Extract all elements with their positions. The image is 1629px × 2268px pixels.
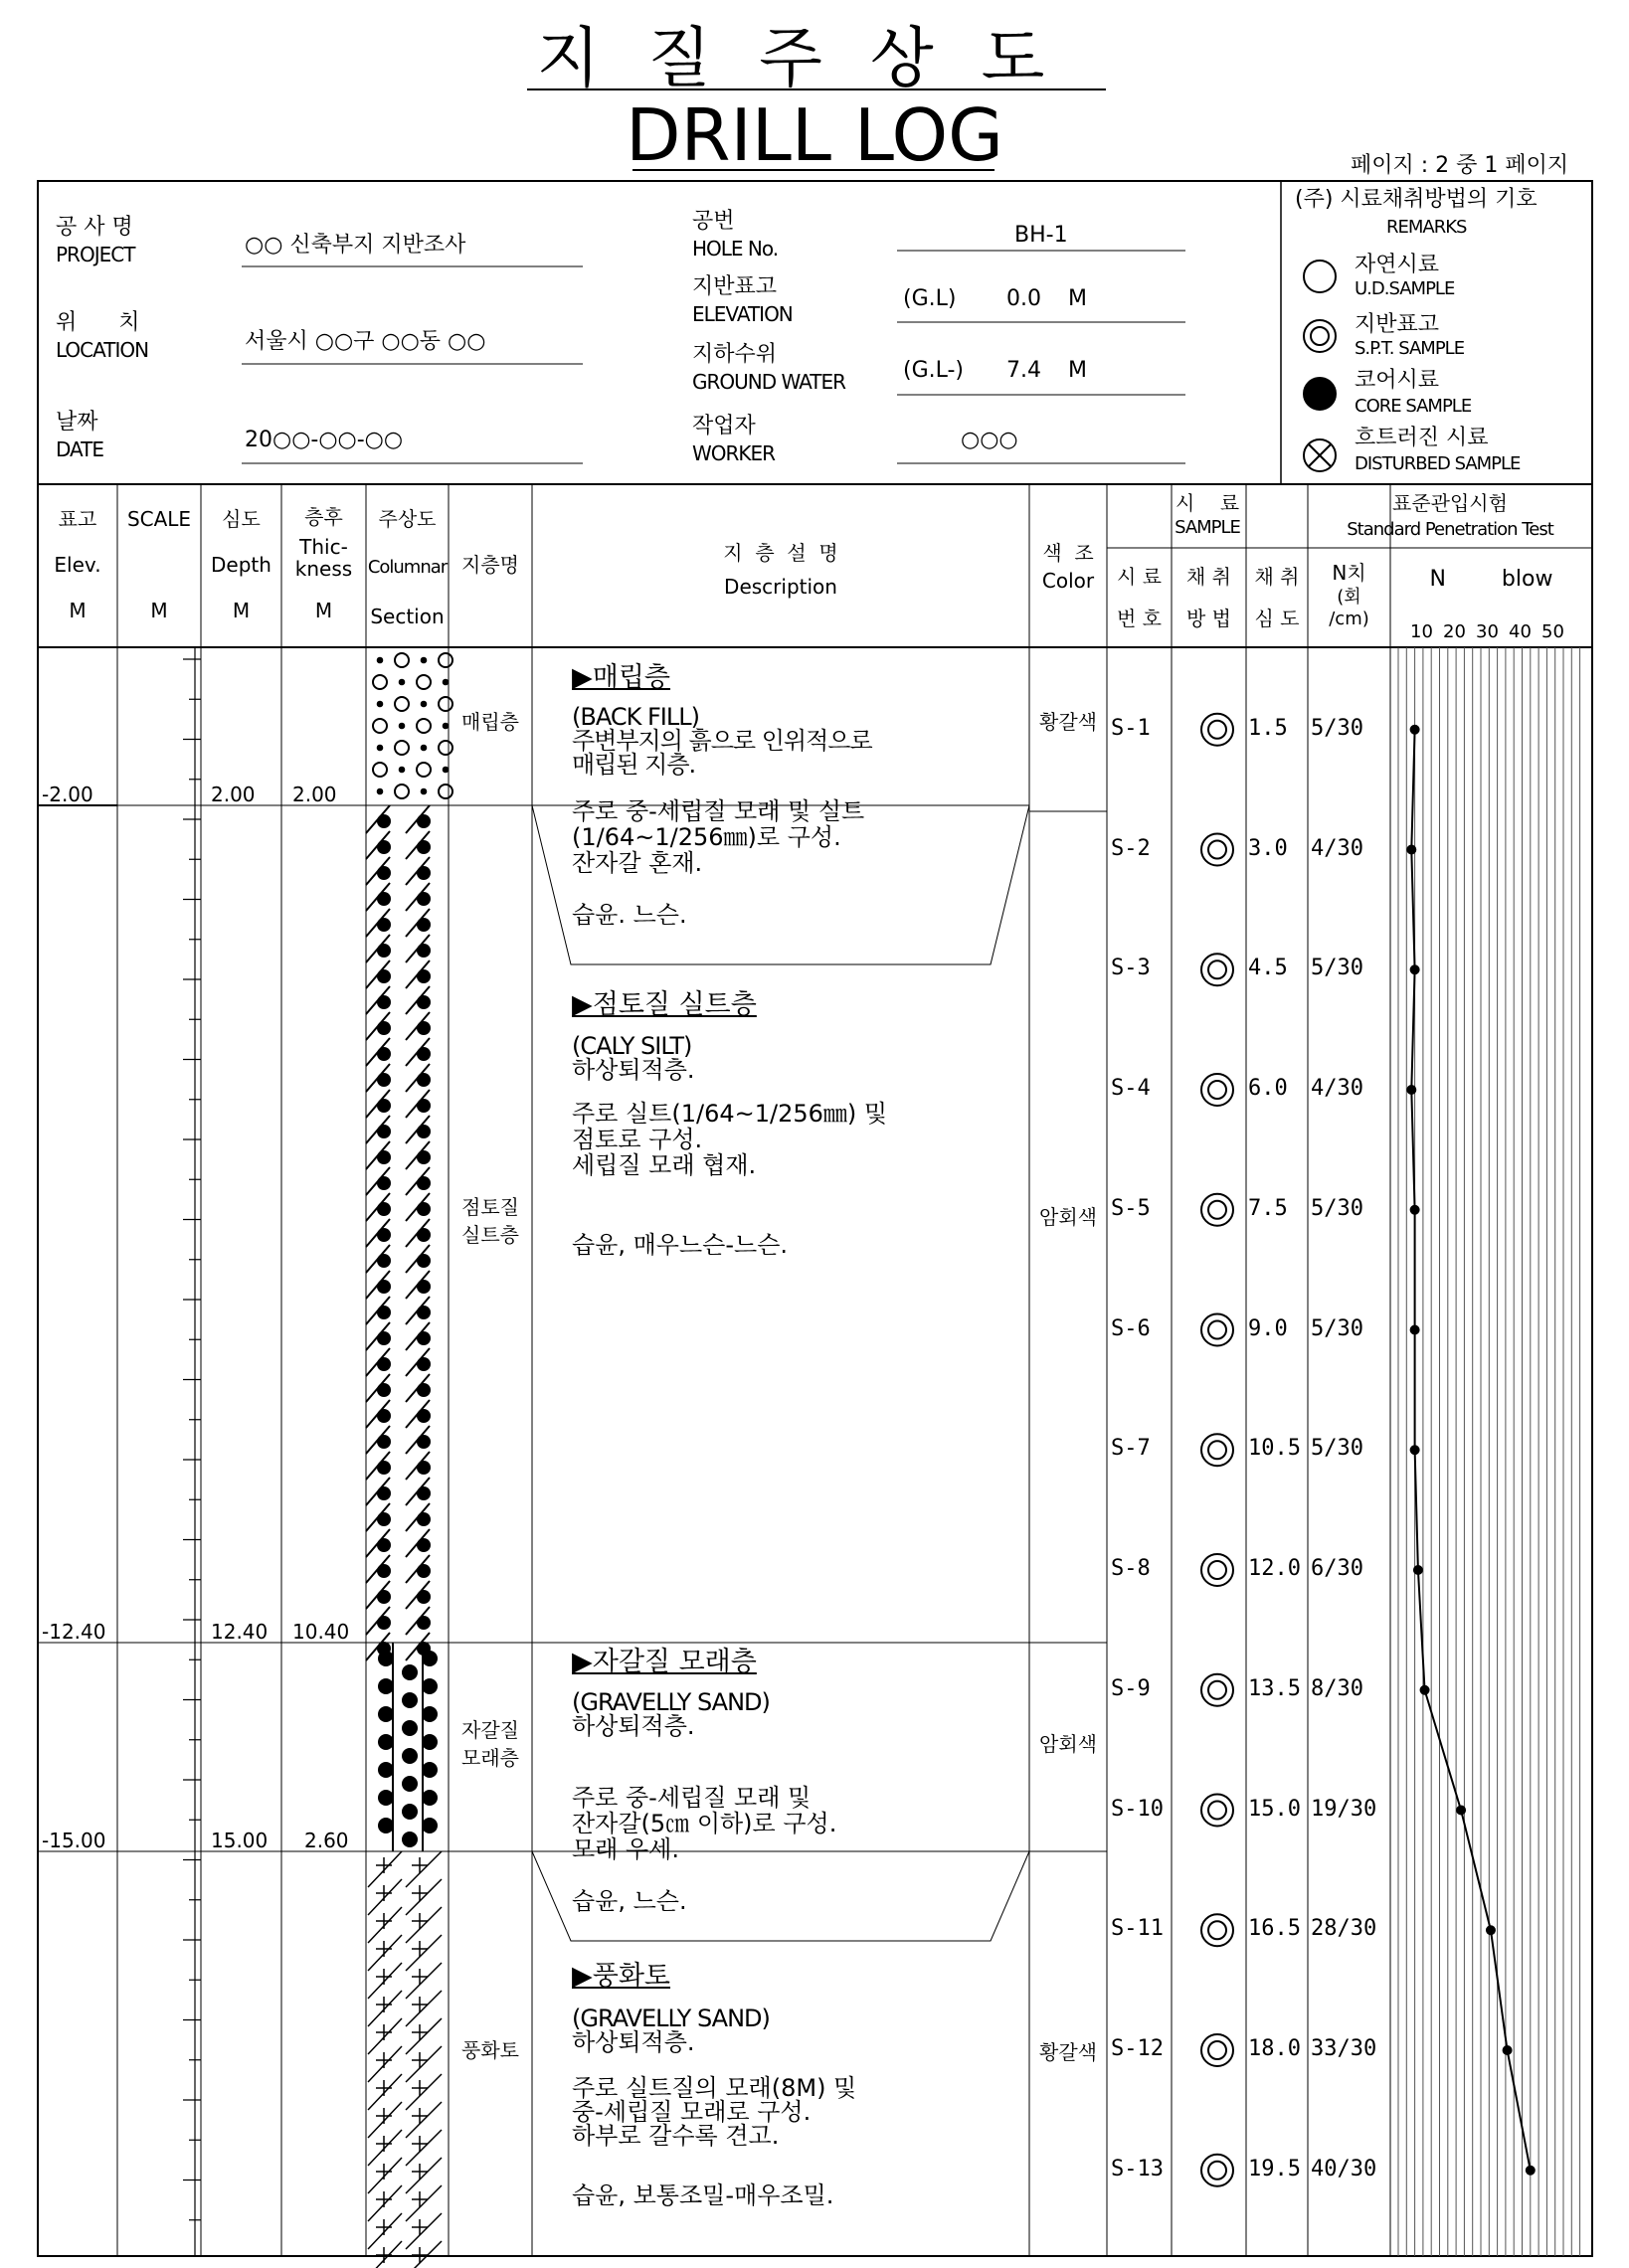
desc-fill-line-1: (BACK FILL) bbox=[572, 703, 699, 731]
project-label-ko: 공 사 명 bbox=[56, 215, 133, 240]
sample-n-value: 40/30 bbox=[1311, 2156, 1377, 2181]
disturbed-sample-icon bbox=[1304, 439, 1336, 471]
sample-depth: 6.0 bbox=[1248, 1076, 1288, 1101]
desc-weathered-line-6: 습윤, 보통조밀-매우조밀. bbox=[572, 2181, 834, 2209]
sample-depth: 15.0 bbox=[1248, 1796, 1301, 1822]
sample-n-value: 4/30 bbox=[1311, 835, 1363, 861]
desc-fill-line-3: 매립된 지층. bbox=[572, 751, 696, 779]
remark-core-en: CORE SAMPLE bbox=[1355, 396, 1472, 417]
color-1: 황갈색 bbox=[1039, 710, 1097, 734]
layer-3-elev: -15.00 bbox=[42, 1829, 106, 1852]
sample-no: S-10 bbox=[1111, 1796, 1164, 1822]
layer-1-thickness: 2.00 bbox=[292, 783, 337, 806]
sample-n-value: 33/30 bbox=[1311, 2036, 1377, 2061]
worker-label-en: WORKER bbox=[692, 441, 776, 465]
spt-x-axis-label: N blow bbox=[1429, 567, 1553, 592]
remark-disturbed-en: DISTURBED SAMPLE bbox=[1355, 453, 1521, 474]
sample-method-icon bbox=[1201, 1674, 1233, 1706]
spt-point-3 bbox=[1410, 964, 1420, 974]
remarks-title-ko: (주) 시료채취방법의 기호 bbox=[1295, 187, 1538, 212]
col-thick-en2: kness bbox=[294, 557, 353, 581]
project-value: ○○ 신축부지 지반조사 bbox=[245, 233, 466, 258]
layer-2-elev: -12.40 bbox=[42, 1620, 106, 1644]
col-color-en: Color bbox=[1041, 569, 1095, 593]
col-thick-en1: Thic- bbox=[299, 535, 348, 559]
page-info: 페이지 : 2 중 1 페이지 bbox=[1351, 153, 1569, 178]
desc-silt-line-2: 하상퇴적층. bbox=[572, 1056, 695, 1084]
col-spt-group-en: Standard Penetration Test bbox=[1347, 519, 1553, 540]
sample-depth: 13.5 bbox=[1248, 1675, 1301, 1701]
spt-tick-50: 50 bbox=[1541, 621, 1564, 642]
col-sample-group-ko: 시 료 bbox=[1175, 491, 1240, 515]
stratum-3-name-1: 자갈질 bbox=[461, 1718, 519, 1742]
stratum-3-name-2: 모래층 bbox=[461, 1746, 519, 1770]
col-sample-method1: 채 취 bbox=[1186, 565, 1231, 589]
layer-1-elev: -2.00 bbox=[42, 783, 93, 806]
sample-n-value: 5/30 bbox=[1311, 1195, 1363, 1221]
sample-method-icon bbox=[1201, 1914, 1233, 1946]
col-spt-n1: N치 bbox=[1332, 561, 1366, 585]
spt-point-5 bbox=[1410, 1205, 1420, 1215]
col-sample-no1: 시 료 bbox=[1117, 565, 1162, 589]
sample-no: S-3 bbox=[1111, 956, 1151, 981]
columnar-fill-pattern bbox=[373, 653, 452, 798]
sample-no: S-2 bbox=[1111, 835, 1151, 861]
sample-n-value: 5/30 bbox=[1311, 715, 1363, 741]
stratum-1-name: 매립층 bbox=[461, 710, 519, 734]
sample-no: S-8 bbox=[1111, 1556, 1151, 1581]
desc-callout1-line-1: 주로 중-세립질 모래 및 실트 bbox=[572, 797, 865, 825]
sample-depth: 16.5 bbox=[1248, 1916, 1301, 1942]
desc-silt-line-4: 점토로 구성. bbox=[572, 1126, 703, 1153]
spt-point-7 bbox=[1410, 1445, 1420, 1455]
sample-n-value: 5/30 bbox=[1311, 1436, 1363, 1462]
desc-fill-line-2: 주변부지의 흙으로 인위적으로 bbox=[572, 727, 872, 755]
elevation-label-ko: 지반표고 bbox=[692, 274, 778, 299]
sample-n-value: 28/30 bbox=[1311, 1916, 1377, 1942]
col-columnar-ko: 주상도 bbox=[378, 507, 437, 531]
col-scale-en: SCALE bbox=[126, 507, 192, 531]
col-thick-unit: M bbox=[314, 599, 333, 622]
stratum-4-name: 풍화토 bbox=[461, 2038, 519, 2062]
desc-callout2-line-4: 습윤, 느슨. bbox=[572, 1887, 687, 1915]
desc-gravel-line-2: 하상퇴적층. bbox=[572, 1712, 695, 1740]
col-sample-method2: 방 법 bbox=[1186, 607, 1231, 630]
columnar-gravel-pattern bbox=[378, 1643, 438, 1851]
date-label-ko: 날짜 bbox=[56, 410, 98, 435]
elevation-label-en: ELEVATION bbox=[692, 302, 793, 326]
col-depth-unit: M bbox=[232, 599, 251, 622]
spt-tick-20: 20 bbox=[1443, 621, 1466, 642]
groundwater-label-ko: 지하수위 bbox=[692, 342, 778, 367]
col-columnar-en2: Section bbox=[370, 605, 445, 628]
sample-n-value: 19/30 bbox=[1311, 1796, 1377, 1822]
desc-callout1-line-2: (1/64~1/256㎜)로 구성. bbox=[572, 823, 841, 851]
worker-label-ko: 작업자 bbox=[692, 414, 756, 438]
spt-sample-icon bbox=[1304, 320, 1336, 352]
desc-silt-line-5: 세립질 모래 협재. bbox=[572, 1151, 757, 1179]
sample-depth: 19.5 bbox=[1248, 2156, 1301, 2181]
color-2: 암회색 bbox=[1039, 1205, 1097, 1229]
sample-no: S-9 bbox=[1111, 1675, 1151, 1701]
sample-depth: 3.0 bbox=[1248, 835, 1288, 861]
elevation-unit: M bbox=[1068, 286, 1087, 311]
sample-method-icon bbox=[1201, 1194, 1233, 1226]
title-english: DRILL LOG bbox=[626, 93, 1003, 177]
layer-3-depth: 15.00 bbox=[211, 1829, 269, 1852]
stratum-2-name-1: 점토질 bbox=[461, 1195, 519, 1219]
ud-sample-icon bbox=[1304, 261, 1336, 292]
remarks-title-en: REMARKS bbox=[1386, 217, 1467, 238]
remark-core-ko: 코어시료 bbox=[1355, 368, 1440, 393]
col-sample-depth1: 채 취 bbox=[1254, 565, 1300, 589]
sample-method-icon bbox=[1201, 1554, 1233, 1586]
layer-1-depth: 2.00 bbox=[211, 783, 256, 806]
hole-label-ko: 공번 bbox=[692, 209, 735, 234]
remark-ud-en: U.D.SAMPLE bbox=[1355, 278, 1455, 299]
stratum-2-name-2: 실트층 bbox=[461, 1223, 519, 1247]
sample-n-value: 5/30 bbox=[1311, 956, 1363, 981]
col-spt-n3: /cm) bbox=[1329, 609, 1369, 629]
spt-point-8 bbox=[1413, 1565, 1423, 1575]
sample-depth: 1.5 bbox=[1248, 715, 1288, 741]
title-korean: 지질주상도 bbox=[536, 20, 1093, 96]
date-value: 20○○-○○-○○ bbox=[245, 428, 404, 452]
sample-method-icon bbox=[1201, 1314, 1233, 1346]
sample-depth: 4.5 bbox=[1248, 956, 1288, 981]
location-label-ko: 위 치 bbox=[56, 310, 140, 335]
sample-no: S-7 bbox=[1111, 1436, 1151, 1462]
desc-weathered-line-1: (GRAVELLY SAND) bbox=[572, 2005, 770, 2032]
columnar-weathered-pattern bbox=[368, 1851, 442, 2268]
desc-callout2-line-2: 잔자갈(5㎝ 이하)로 구성. bbox=[572, 1810, 837, 1837]
sample-no: S-6 bbox=[1111, 1315, 1151, 1341]
col-stratum: 지층명 bbox=[461, 553, 519, 577]
project-label-en: PROJECT bbox=[56, 243, 135, 266]
desc-weathered-line-2: 하상퇴적층. bbox=[572, 2028, 695, 2056]
desc-weathered-line-3: 주로 실트질의 모래(8M) 및 bbox=[572, 2074, 857, 2102]
spt-point-4 bbox=[1406, 1085, 1416, 1095]
col-depth-en: Depth bbox=[211, 553, 272, 577]
spt-point-12 bbox=[1503, 2045, 1513, 2055]
desc-callout1-line-3: 잔자갈 혼재. bbox=[572, 849, 703, 877]
remark-spt-en: S.P.T. SAMPLE bbox=[1355, 338, 1465, 359]
groundwater-value: 7.4 bbox=[1006, 358, 1041, 383]
sample-no: S-13 bbox=[1111, 2156, 1164, 2181]
sample-n-value: 4/30 bbox=[1311, 1076, 1363, 1101]
desc-silt-line-3: 주로 실트(1/64~1/256㎜) 및 bbox=[572, 1100, 888, 1128]
desc-gravel-line-1: (GRAVELLY SAND) bbox=[572, 1688, 770, 1716]
desc-gravel-heading: ▶자갈질 모래층 bbox=[572, 1647, 757, 1677]
sample-method-icon bbox=[1201, 954, 1233, 985]
sample-method-icon bbox=[1201, 2155, 1233, 2186]
desc-callout2-line-3: 모래 우세. bbox=[572, 1835, 679, 1863]
col-depth-ko: 심도 bbox=[222, 507, 261, 531]
sample-method-icon bbox=[1201, 834, 1233, 866]
col-color-ko: 색 조 bbox=[1042, 541, 1094, 565]
groundwater-unit: M bbox=[1068, 358, 1087, 383]
col-description-ko: 지 층 설 명 bbox=[723, 541, 838, 565]
spt-point-13 bbox=[1526, 2166, 1536, 2176]
sample-n-value: 5/30 bbox=[1311, 1315, 1363, 1341]
sample-n-value: 8/30 bbox=[1311, 1675, 1363, 1701]
desc-silt-line-6: 습윤, 매우느슨-느슨. bbox=[572, 1231, 789, 1259]
spt-point-2 bbox=[1406, 845, 1416, 855]
desc-weathered-line-4: 중-세립질 모래로 구성. bbox=[572, 2098, 812, 2126]
col-sample-no2: 번 호 bbox=[1117, 607, 1162, 630]
sample-no: S-11 bbox=[1111, 1916, 1164, 1942]
sample-method-icon bbox=[1201, 1795, 1233, 1827]
desc-silt-line-1: (CALY SILT) bbox=[572, 1032, 692, 1060]
col-thick-ko: 층후 bbox=[304, 505, 343, 529]
col-elev-unit: M bbox=[69, 599, 87, 622]
desc-fill-heading: ▶매립층 bbox=[572, 662, 671, 693]
desc-silt-heading: ▶점토질 실트층 bbox=[572, 989, 757, 1020]
sample-no: S-5 bbox=[1111, 1195, 1151, 1221]
sample-no: S-4 bbox=[1111, 1076, 1151, 1101]
core-sample-icon bbox=[1304, 378, 1336, 410]
worker-value: ○○○ bbox=[961, 428, 1018, 452]
location-label-en: LOCATION bbox=[56, 338, 149, 362]
spt-point-10 bbox=[1456, 1806, 1466, 1816]
elevation-prefix: (G.L) bbox=[903, 286, 957, 311]
col-spt-n2: (회 bbox=[1337, 587, 1361, 608]
date-label-en: DATE bbox=[56, 437, 104, 461]
color-3: 암회색 bbox=[1039, 1732, 1097, 1756]
groundwater-prefix: (G.L-) bbox=[903, 358, 965, 383]
sample-method-icon bbox=[1201, 1074, 1233, 1106]
sample-n-value: 6/30 bbox=[1311, 1556, 1363, 1581]
desc-callout2-line-1: 주로 중-세립질 모래 및 bbox=[572, 1784, 812, 1812]
remark-disturbed-ko: 흐트러진 시료 bbox=[1355, 426, 1489, 450]
spt-point-6 bbox=[1410, 1325, 1420, 1335]
col-sample-depth2: 심 도 bbox=[1254, 607, 1300, 630]
col-columnar-en1: Columnar bbox=[367, 557, 448, 578]
elevation-value: 0.0 bbox=[1006, 286, 1041, 311]
color-4: 황갈색 bbox=[1039, 2040, 1097, 2064]
spt-point-1 bbox=[1410, 725, 1420, 735]
spt-tick-40: 40 bbox=[1509, 621, 1532, 642]
hole-label-en: HOLE No. bbox=[692, 237, 779, 261]
remark-spt-ko: 지반표고 bbox=[1355, 312, 1440, 337]
spt-n-line bbox=[1411, 730, 1531, 2171]
layer-2-depth: 12.40 bbox=[211, 1620, 269, 1644]
sample-depth: 18.0 bbox=[1248, 2036, 1301, 2061]
spt-tick-30: 30 bbox=[1476, 621, 1499, 642]
col-scale-unit: M bbox=[150, 599, 168, 622]
columnar-silt-pattern bbox=[366, 805, 431, 1660]
groundwater-label-en: GROUND WATER bbox=[692, 370, 846, 394]
col-description-en: Description bbox=[724, 575, 837, 599]
col-spt-group-ko: 표준관입시험 bbox=[1392, 491, 1508, 515]
col-elev-ko: 표고 bbox=[58, 507, 97, 531]
layer-3-thickness: 2.60 bbox=[304, 1829, 349, 1852]
sample-method-icon bbox=[1201, 1434, 1233, 1466]
spt-point-11 bbox=[1486, 1925, 1496, 1935]
hole-value: BH-1 bbox=[1014, 223, 1068, 248]
spt-tick-10: 10 bbox=[1410, 621, 1433, 642]
desc-weathered-line-5: 하부로 갈수록 견고. bbox=[572, 2122, 780, 2150]
sample-no: S-1 bbox=[1111, 715, 1151, 741]
col-sample-group-en: SAMPLE bbox=[1175, 517, 1240, 538]
sample-depth: 7.5 bbox=[1248, 1195, 1288, 1221]
desc-callout1-line-4: 습윤. 느슨. bbox=[572, 901, 687, 929]
spt-grid bbox=[1398, 647, 1580, 2256]
sample-method-icon bbox=[1201, 2034, 1233, 2066]
remark-ud-ko: 자연시료 bbox=[1355, 253, 1440, 277]
desc-weathered-heading: ▶풍화토 bbox=[572, 1961, 671, 1992]
sample-method-icon bbox=[1201, 714, 1233, 746]
spt-point-9 bbox=[1420, 1685, 1430, 1695]
sample-depth: 12.0 bbox=[1248, 1556, 1301, 1581]
sample-no: S-12 bbox=[1111, 2036, 1164, 2061]
layer-2-thickness: 10.40 bbox=[292, 1620, 350, 1644]
sample-depth: 10.5 bbox=[1248, 1436, 1301, 1462]
location-value: 서울시 ○○구 ○○동 ○○ bbox=[245, 329, 486, 354]
col-elev-en: Elev. bbox=[54, 553, 101, 577]
sample-depth: 9.0 bbox=[1248, 1315, 1288, 1341]
